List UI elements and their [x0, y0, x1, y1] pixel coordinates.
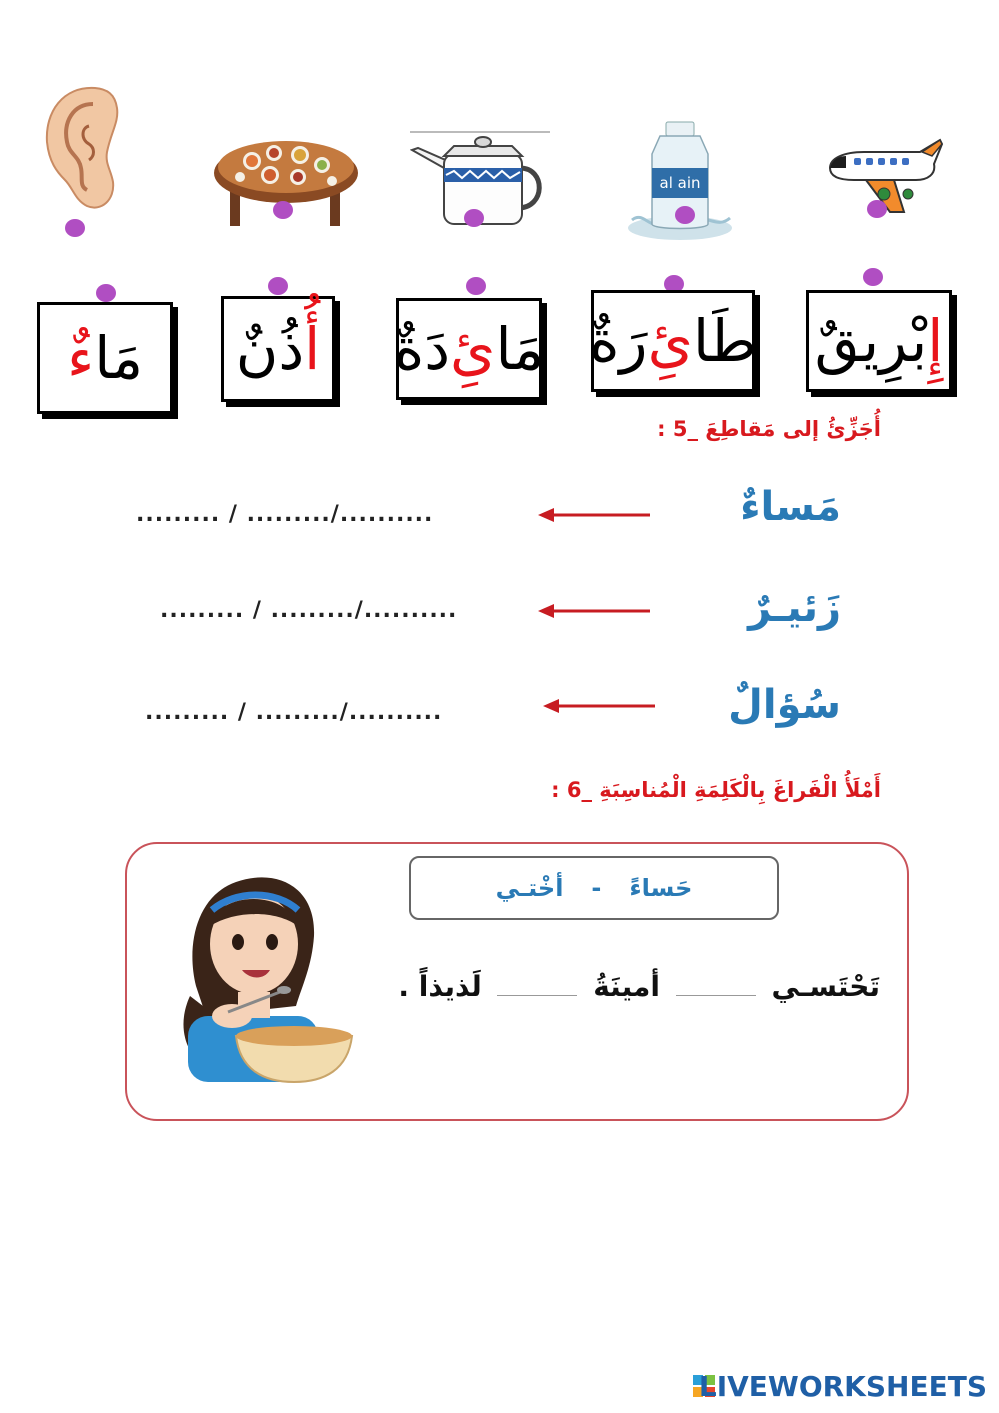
exercise6-heading: أَمْلَأُ الْفَراغَ بِالْكَلِمَةِ الْمُناسِبَةِ _6 : [551, 778, 881, 802]
sentence-part-1: تَحْتَسـي [771, 970, 880, 1003]
dot-card-5[interactable] [863, 268, 883, 286]
syllable-word-2: زَئيـرٌ [748, 585, 841, 631]
dot-water-bottle[interactable] [675, 206, 695, 224]
card-1-red-letter: ءٌ [66, 324, 95, 392]
syllable-word-3: سُؤالٌ [728, 682, 841, 728]
dot-teapot[interactable] [464, 209, 484, 227]
ear-picture [35, 82, 130, 212]
word-bank-option-2[interactable]: أخْتـي [495, 874, 564, 902]
card-3-red-letter: ئِ [450, 315, 496, 383]
word-card-3 [393, 298, 545, 400]
word-card-2 [221, 296, 335, 402]
card-2-text: ذُنٌ [235, 315, 305, 383]
word-card-1 [37, 302, 173, 414]
arrow-icon [541, 697, 657, 715]
arrow-icon [536, 506, 652, 524]
dot-card-1[interactable] [96, 284, 116, 302]
word-bank-separator: - [591, 874, 602, 902]
card-2-red-letter: أُ [304, 315, 321, 383]
dot-card-3[interactable] [466, 277, 486, 295]
water-bottle-picture [624, 120, 736, 242]
syllable-blanks-3[interactable]: ......... / ........./.......... [145, 700, 443, 725]
card-4-text-end: رَةٌ [589, 307, 648, 375]
syllable-blanks-1[interactable]: ......... / ........./.......... [136, 502, 434, 527]
word-bank-option-1[interactable]: حَساءً [629, 874, 693, 902]
exercise5-heading: أُجَزِّئُ إلى مَقاطِعَ _5 : [657, 417, 881, 441]
card-1-text: مَا [94, 324, 144, 392]
dot-food-table[interactable] [273, 201, 293, 219]
word-card-5 [806, 290, 952, 392]
sentence-part-2: أمينَةُ [593, 970, 660, 1003]
brand-name: LIVEWORKSHEETS [698, 1370, 987, 1403]
fill-sentence [360, 970, 880, 1003]
card-3-text-end: دَةٌ [393, 315, 451, 383]
sentence-part-3: لَذيذاً . [398, 970, 482, 1003]
dot-card-2[interactable] [268, 277, 288, 295]
card-5-red-letter: إِ [927, 307, 944, 375]
card-4-red-letter: ئِ [647, 307, 693, 375]
arrow-icon [536, 602, 652, 620]
dot-airplane[interactable] [867, 200, 887, 218]
card-3-text: مَا [495, 315, 545, 383]
word-bank [409, 856, 779, 920]
syllable-word-1: مَساءٌ [740, 484, 841, 530]
word-card-4 [591, 290, 755, 392]
card-4-text: طَا [692, 307, 757, 375]
syllable-blanks-2[interactable]: ......... / ........./.......... [160, 598, 458, 623]
card-5-text: بْرِيقٌ [814, 307, 928, 375]
dot-ear[interactable] [65, 219, 85, 237]
sentence-blank-1[interactable] [676, 995, 756, 996]
girl-eating-picture [176, 866, 354, 1084]
bottle-label: al ain [659, 174, 701, 192]
sentence-blank-2[interactable] [497, 995, 577, 996]
